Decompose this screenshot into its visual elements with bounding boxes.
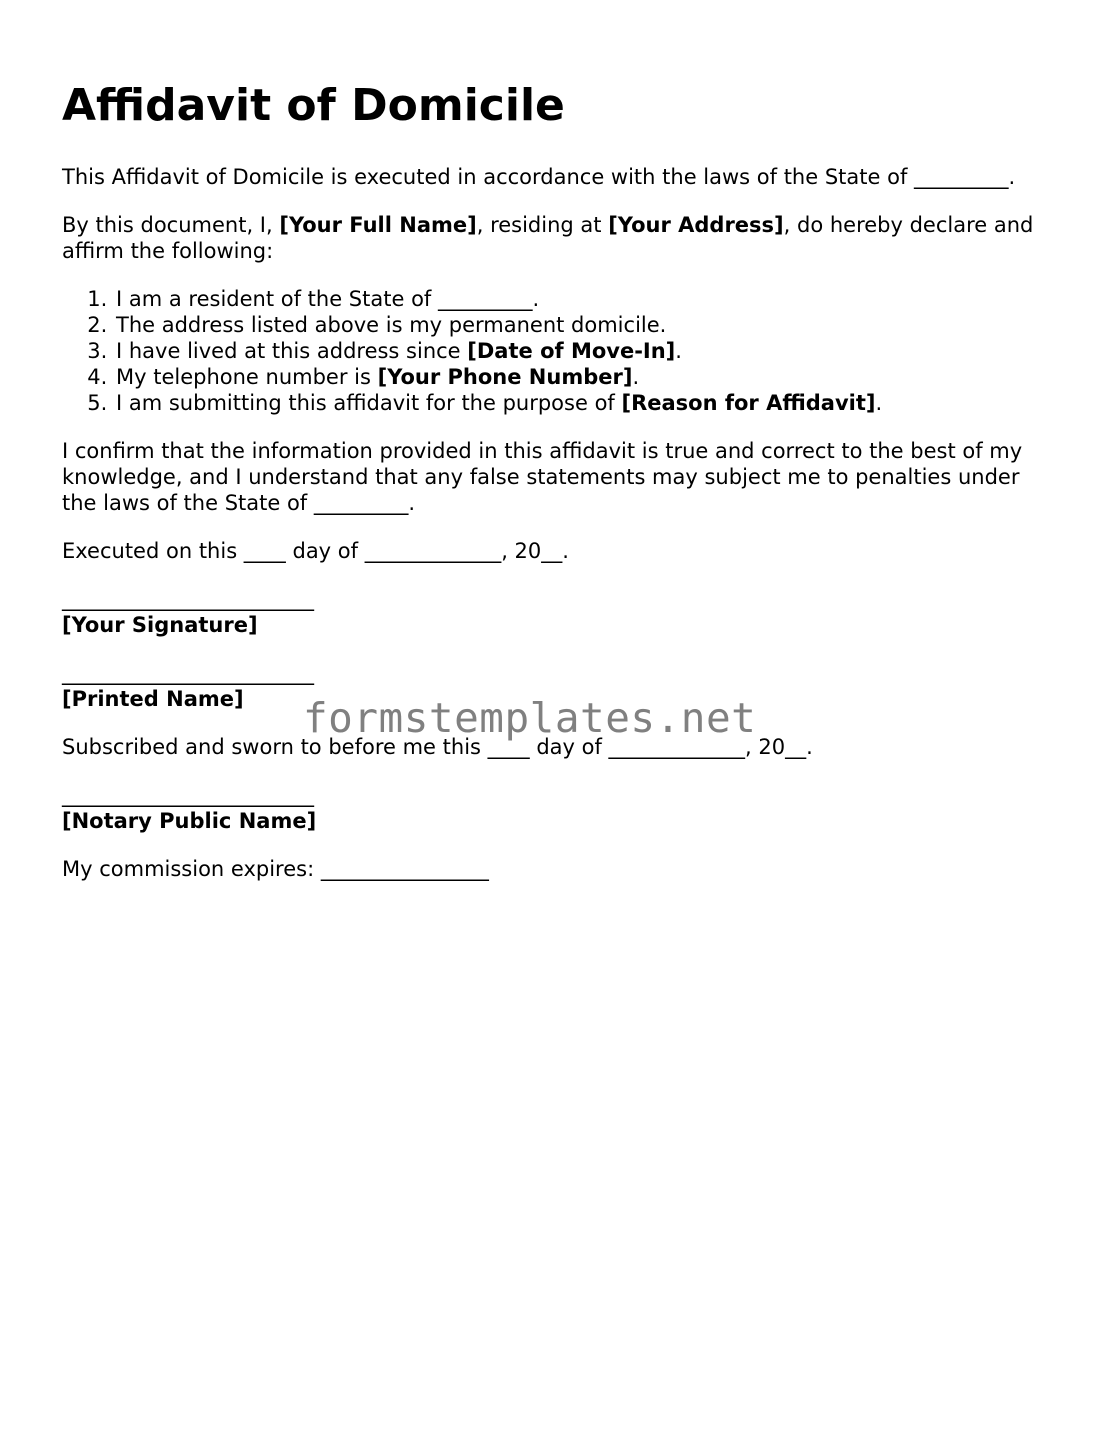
signature-line: ________________________	[62, 587, 314, 611]
execution-date-line: Executed on this ____ day of _____________, 20__.	[62, 539, 569, 563]
declaration-list	[62, 286, 1052, 416]
list-item-text: .	[632, 365, 640, 389]
list-item	[114, 338, 1052, 364]
document-page	[62, 0, 1052, 882]
reason-field: [Reason for Affidavit]	[621, 391, 876, 415]
address-field: [Your Address]	[608, 213, 784, 237]
list-item-text: The address listed above is my permanent domicile.	[116, 313, 667, 337]
notary-block	[62, 782, 1052, 834]
list-item	[114, 286, 1052, 312]
list-item	[114, 390, 1052, 416]
notary-line: ________________________	[62, 783, 314, 807]
list-item-text: My telephone number is	[116, 365, 378, 389]
phone-number-field: [Your Phone Number]	[377, 365, 633, 389]
subscribed-sworn-line: Subscribed and sworn to before me this ____ day of _____________, 20__.	[62, 735, 813, 759]
list-item	[114, 312, 1052, 338]
notary-label: [Notary Public Name]	[62, 809, 317, 833]
list-item-text: I am a resident of the State of _________.	[116, 287, 540, 311]
list-item	[114, 364, 1052, 390]
move-in-date-field: [Date of Move-In]	[467, 339, 676, 363]
intro-paragraph: This Affidavit of Domicile is executed in accordance with the laws of the State of _________.	[62, 165, 1016, 189]
full-name-field: [Your Full Name]	[279, 213, 477, 237]
list-item-text: I am submitting this affidavit for the purpose of	[116, 391, 622, 415]
list-item-text: I have lived at this address since	[116, 339, 468, 363]
list-item-text: .	[875, 391, 883, 415]
document-title: Affidavit of Domicile	[62, 80, 565, 131]
declaration-post: , do hereby declare and affirm the following:	[62, 213, 1034, 263]
signature-block	[62, 586, 1052, 638]
printed-name-line: ________________________	[62, 661, 314, 685]
declaration-pre: By this document, I,	[62, 213, 280, 237]
printed-name-label: [Printed Name]	[62, 687, 244, 711]
list-item-text: .	[675, 339, 682, 363]
commission-expiry-line: My commission expires: ________________	[62, 857, 489, 881]
confirmation-paragraph: I confirm that the information provided in this affidavit is true and correct to the best of my knowledge, and I understand that any false statements may subject me to penalties under the laws of the State of _________.	[62, 439, 1023, 515]
declaration-paragraph	[62, 212, 1052, 264]
watermark-text: formstemplates.net	[303, 694, 757, 742]
signature-label: [Your Signature]	[62, 613, 258, 637]
declaration-mid: , residing at	[476, 213, 609, 237]
